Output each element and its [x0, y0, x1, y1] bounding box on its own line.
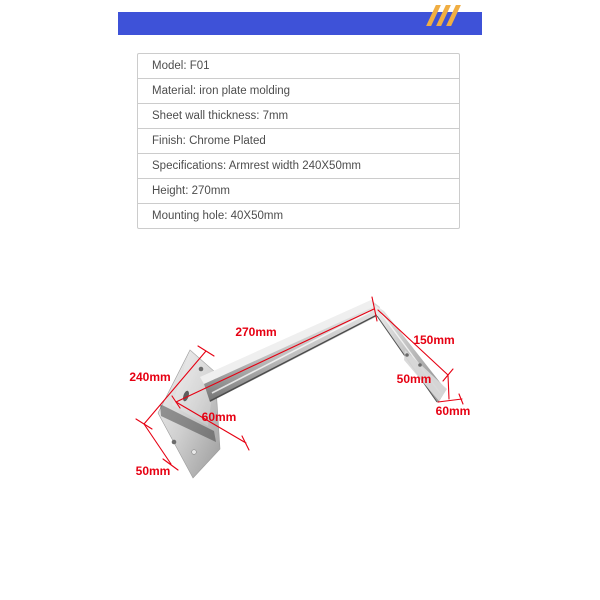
spec-row-wall-thickness: Sheet wall thickness: 7mm — [138, 103, 459, 128]
dim-label-end-edge: 60mm — [435, 404, 471, 418]
spec-row-finish: Finish: Chrome Plated — [138, 128, 459, 153]
end-plate-hole — [405, 353, 409, 357]
arm-top-face — [200, 300, 375, 384]
dim-line-end-width — [448, 375, 449, 399]
dim-label-arm-length: 270mm — [235, 325, 277, 339]
plate-hole — [172, 440, 177, 445]
plate-hole — [192, 450, 197, 455]
end-plate-hole — [418, 363, 422, 367]
dim-label-right-arm: 150mm — [413, 333, 455, 347]
spec-row-material: Material: iron plate molding — [138, 78, 459, 103]
spec-row-height: Height: 270mm — [138, 178, 459, 203]
spec-row-model: Model: F01 — [152, 60, 210, 72]
bracket-illustration — [158, 300, 447, 478]
spec-row-mounting-hole: Mounting hole: 40X50mm — [138, 203, 459, 228]
plate-hole — [199, 367, 204, 372]
dim-label-end-width: 50mm — [396, 372, 432, 386]
spec-row-specifications: Specifications: Armrest width 240X50mm — [138, 153, 459, 178]
dim-label-plate-length: 240mm — [129, 370, 171, 384]
dim-label-plate-width: 50mm — [135, 464, 171, 478]
dim-label-base-offset: 60mm — [201, 410, 237, 424]
